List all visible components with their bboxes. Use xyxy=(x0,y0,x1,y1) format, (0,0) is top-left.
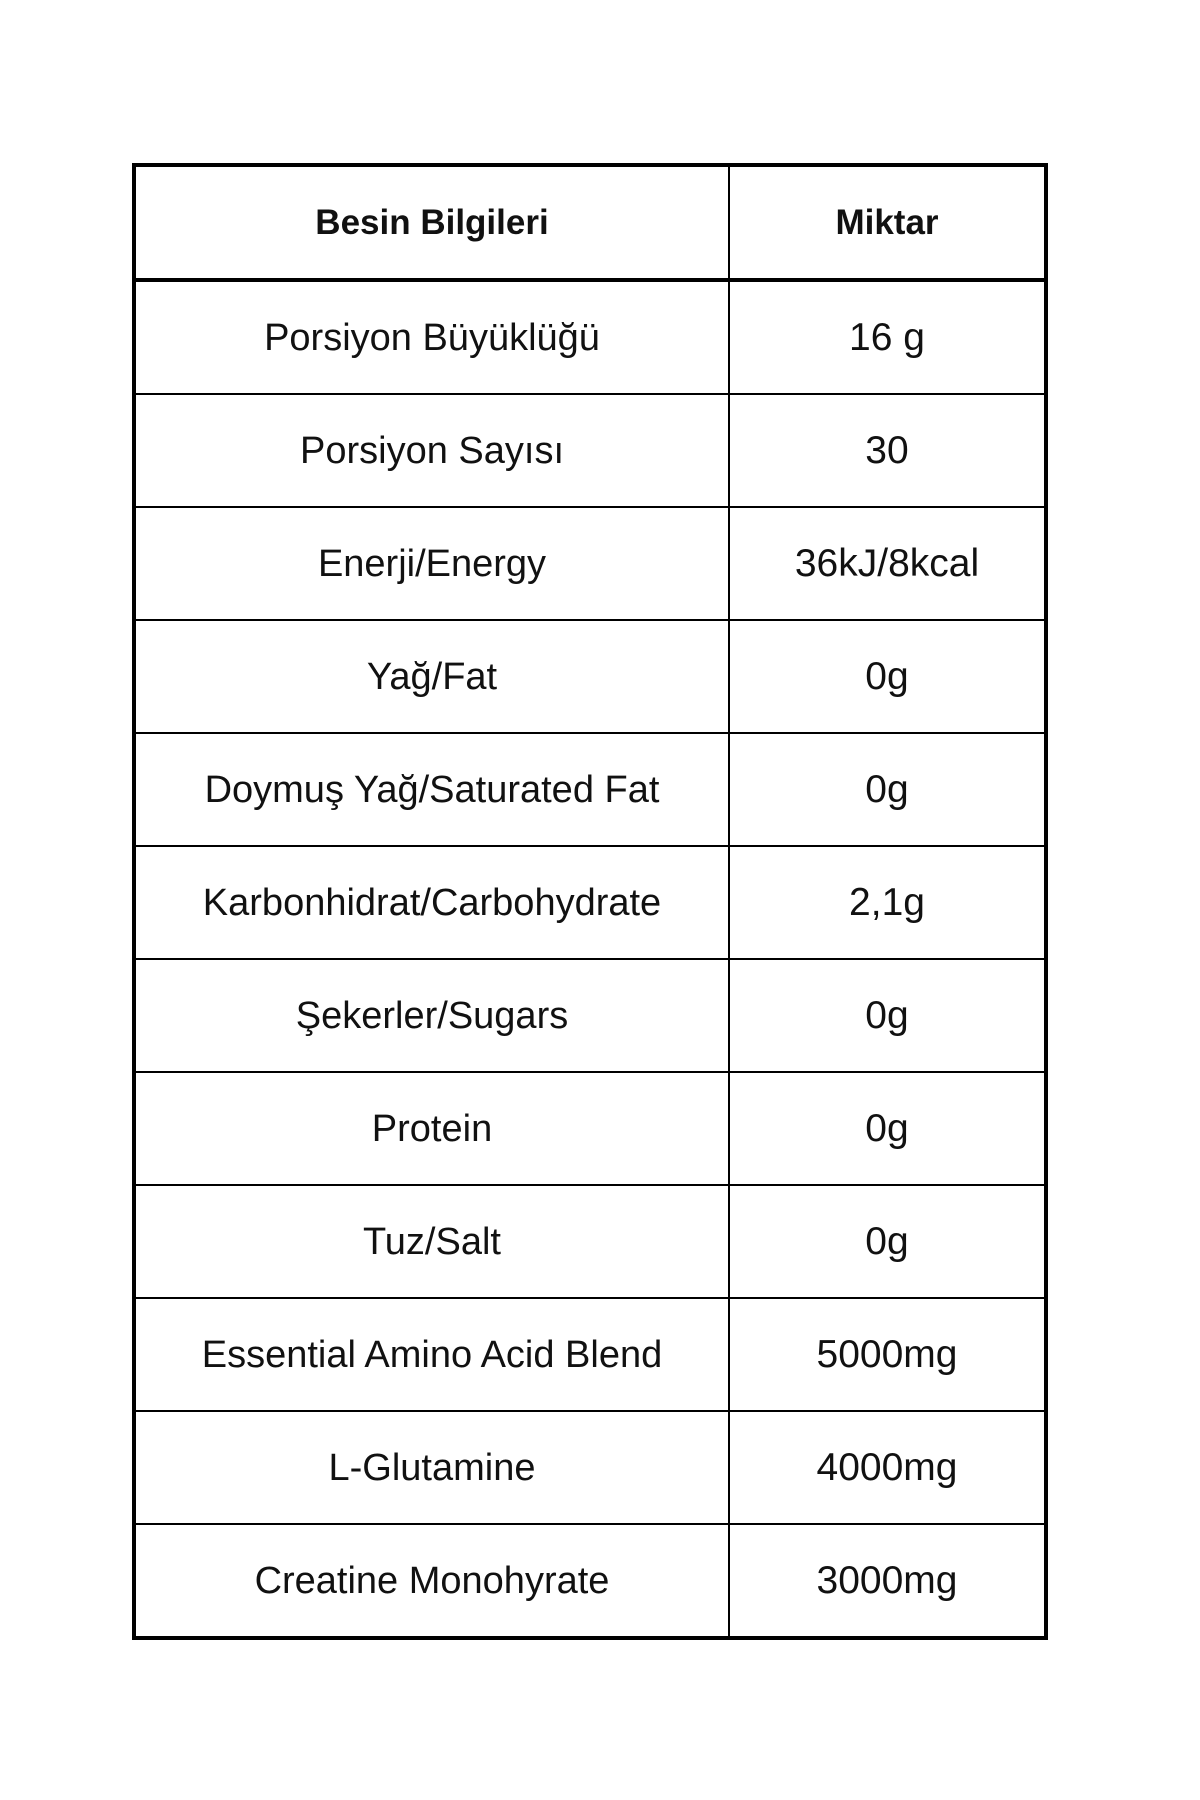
nutrient-name: Doymuş Yağ/Saturated Fat xyxy=(134,733,729,846)
table-row xyxy=(134,1524,1046,1638)
nutrient-amount: 16 g xyxy=(729,280,1046,394)
nutrient-amount: 0g xyxy=(729,1185,1046,1298)
nutrient-name: Karbonhidrat/Carbohydrate xyxy=(134,846,729,959)
nutrient-amount: 0g xyxy=(729,1072,1046,1185)
nutrient-name: Protein xyxy=(134,1072,729,1185)
table-row xyxy=(134,280,1046,394)
nutrient-name: Şekerler/Sugars xyxy=(134,959,729,1072)
table-row xyxy=(134,620,1046,733)
table-header xyxy=(134,165,1046,280)
table-row xyxy=(134,1411,1046,1524)
nutrient-amount: 30 xyxy=(729,394,1046,507)
header-nutrient: Besin Bilgileri xyxy=(134,165,729,280)
nutrient-amount: 3000mg xyxy=(729,1524,1046,1638)
table-body xyxy=(134,280,1046,1638)
table-row xyxy=(134,1185,1046,1298)
table-row xyxy=(134,959,1046,1072)
nutrient-name: Essential Amino Acid Blend xyxy=(134,1298,729,1411)
nutrient-name: Tuz/Salt xyxy=(134,1185,729,1298)
table-row xyxy=(134,1298,1046,1411)
header-row xyxy=(134,165,1046,280)
table-row xyxy=(134,846,1046,959)
nutrient-name: L-Glutamine xyxy=(134,1411,729,1524)
nutrient-amount: 5000mg xyxy=(729,1298,1046,1411)
nutrient-name: Porsiyon Büyüklüğü xyxy=(134,280,729,394)
nutrient-amount: 36kJ/8kcal xyxy=(729,507,1046,620)
nutrient-amount: 2,1g xyxy=(729,846,1046,959)
table-row xyxy=(134,394,1046,507)
table-row xyxy=(134,1072,1046,1185)
nutrient-name: Yağ/Fat xyxy=(134,620,729,733)
nutrient-amount: 4000mg xyxy=(729,1411,1046,1524)
nutrient-name: Enerji/Energy xyxy=(134,507,729,620)
nutrition-facts-table xyxy=(132,163,1048,1640)
nutrient-amount: 0g xyxy=(729,733,1046,846)
table-row xyxy=(134,733,1046,846)
nutrient-amount: 0g xyxy=(729,620,1046,733)
header-amount: Miktar xyxy=(729,165,1046,280)
nutrient-name: Porsiyon Sayısı xyxy=(134,394,729,507)
table-row xyxy=(134,507,1046,620)
nutrient-amount: 0g xyxy=(729,959,1046,1072)
nutrient-name: Creatine Monohyrate xyxy=(134,1524,729,1638)
